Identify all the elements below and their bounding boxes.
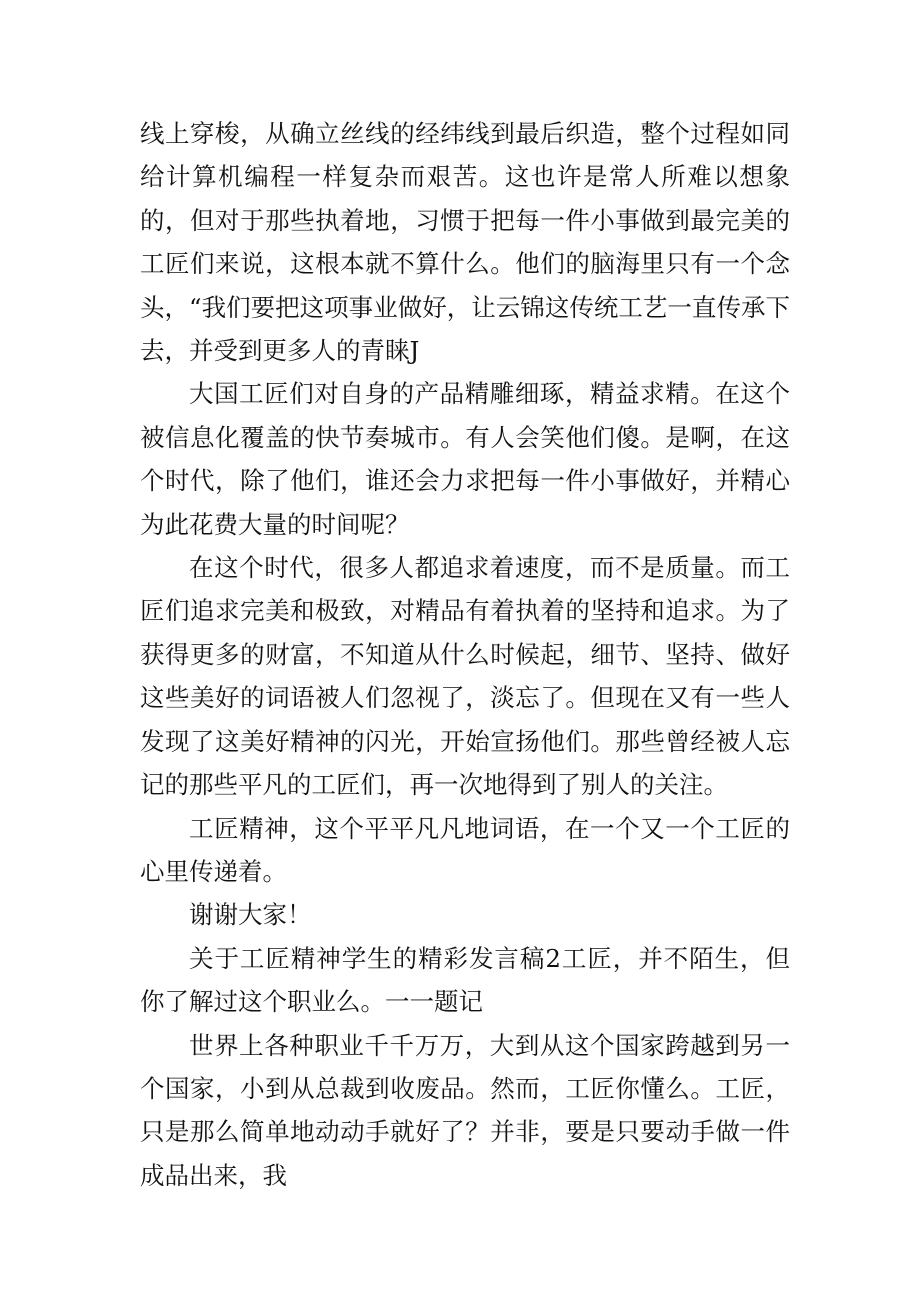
- paragraph-2: 大国工匠们对自身的产品精雕细琢，精益求精。在这个被信息化覆盖的快节奏城市。有人会笑他们傻。是啊，在这个时代，除了他们，谁还会力求把每一件小事做好，并精心为此花费大量的时间呢？: [140, 379, 790, 539]
- paragraph-5: 谢谢大家！: [189, 900, 312, 930]
- paragraph-4: 工匠精神，这个平平凡凡地词语，在一个又一个工匠的心里传递着。: [140, 813, 790, 886]
- paragraph-3: 在这个时代，很多人都追求着速度，而不是质量。而工匠们追求完美和极致，对精品有着执着的坚持和追求。为了获得更多的财富，不知道从什么时候起，细节、坚持、做好这些美好的词语被人们忽视了，淡忘了。但现在又有一些人发现了这美好精神的闪光，开始宣扬他们。那些曾经被人忘记的那些平凡的工匠们，再一次地得到了别人的关注。: [140, 553, 790, 800]
- paragraph-7: 世界上各种职业千千万万，大到从这个国家跨越到另一个国家，小到从总裁到收废品。然而，工匠你懂么。工匠，只是那么简单地动动手就好了？并非，要是只要动手做一件成品出来，我: [140, 1030, 790, 1190]
- paragraph-1: 线上穿梭，从确立丝线的经纬线到最后织造，整个过程如同给计算机编程一样复杂而艰苦。这也许是常人所难以想象的，但对于那些执着地，习惯于把每一件小事做到最完美的工匠们来说，这根本就不算什么。他们的脑海里只有一个念头，“我们要把这项事业做好，让云锦这传统工艺一直传承下去，并受到更多人的青睐J: [140, 119, 790, 366]
- paragraph-6: 关于工匠精神学生的精彩发言稿2工匠，并不陌生，但你了解过这个职业么。一一题记: [140, 943, 790, 1017]
- document-body: [140, 112, 790, 1197]
